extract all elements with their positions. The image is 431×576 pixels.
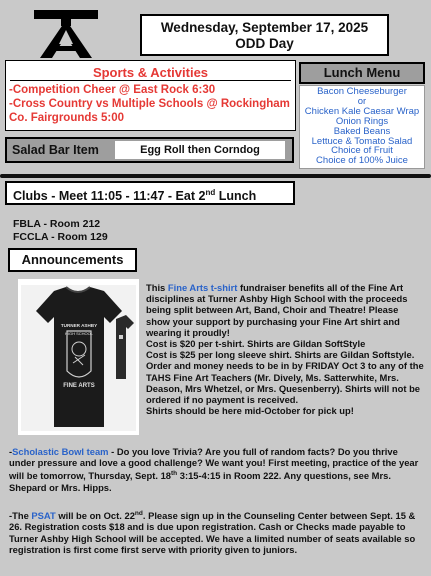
scholastic-bowl-announcement: [9, 446, 425, 493]
salad-bar-value: Egg Roll then Corndog: [115, 141, 285, 159]
psat-body: will be on Oct. 22: [55, 510, 135, 522]
lunch-item: Lettuce & Tomato Salad: [311, 135, 413, 147]
shirt-text: TURNER ASHBY: [60, 323, 98, 328]
lunch-menu-box: [299, 85, 425, 169]
psat-body2: . Please sign up in the Counseling Center between Sept. 15 & 26. Registration costs $18 and is due upon registration. Cash or Checks made payable to Turner Ashby High School will be accepted. We have a limited number of seats available so registration is first come first serve with priority given to juniors.: [9, 510, 416, 555]
sports-activities-box: [5, 60, 296, 131]
lunch-item: Onion Rings: [335, 115, 389, 127]
clubs-heading-text: Clubs - Meet 11:05 - 11:47 - Eat 2: [13, 189, 206, 204]
scholastic-body: - Do you love Trivia? Are you full of random facts? Do you thrive under pressure and love a good challenge? We want you! First meeting, practice of the year will be tomorrow, Thursday, Sept. 18: [9, 446, 419, 482]
day-type: ODD Day: [235, 36, 294, 51]
psat-announcement: [9, 508, 425, 555]
shirt-text: HIGH SCHOOL: [64, 331, 94, 336]
clubs-list: [13, 218, 108, 243]
clubs-heading: [5, 181, 295, 205]
section-divider: [0, 174, 431, 178]
lunch-item: Baked Beans: [333, 125, 391, 137]
shirt-text: FINE ARTS: [63, 383, 95, 389]
announcements-heading: Announcements: [8, 248, 137, 272]
clubs-heading-sup: nd: [205, 188, 216, 197]
clubs-heading-tail: Lunch: [215, 189, 257, 204]
lunch-item: Chicken Kale Caesar Wrap: [304, 105, 420, 117]
sports-item: -Competition Cheer @ East Rock 6:30: [9, 84, 216, 96]
salad-bar-box: [5, 137, 294, 163]
school-logo: [30, 8, 102, 60]
club-item: FBLA - Room 212: [13, 218, 101, 230]
sports-title: Sports & Activities: [92, 65, 209, 80]
fine-arts-body: fundraiser benefits all of the Fine Art disciplines at Turner Ashby High School with the proceeds being split between Art, Band, Choir and Theatre! Please show your support by purchasing your Fine Art shirt and wearing it proudly!: [146, 282, 408, 338]
lunch-item: or: [357, 95, 367, 107]
lunch-item: Bacon Cheeseburger: [317, 86, 407, 97]
date-header: [140, 14, 389, 56]
fine-arts-shirt-photo: [18, 279, 139, 435]
lunch-item: Choice of 100% Juice: [316, 155, 408, 167]
fine-arts-order: Order and money needs to be in by FRIDAY Oct 3 to any of the TAHS Fine Art Teachers (Mr. Dively, Ms. Satterwhite, Mrs. Deason, Mrs Whetzel, or Mrs. Quesenberry). Shirts will not be ordered if no payment is received.: [146, 360, 424, 406]
psat-prefix: -The: [9, 510, 32, 522]
scholastic-highlight: Scholastic Bowl team: [12, 446, 109, 457]
fine-arts-highlight: Fine Arts t-shirt: [167, 282, 238, 293]
club-item: FCCLA - Room 129: [13, 230, 108, 243]
lunch-menu-heading: Lunch Menu: [299, 62, 425, 84]
date-text: Wednesday, September 17, 2025: [160, 20, 369, 35]
psat-highlight: PSAT: [31, 510, 56, 522]
fine-arts-cost-longsleeve: Cost is $25 per long sleeve shirt. Shirts are Gildan Softstyle.: [146, 349, 415, 361]
salad-bar-label: Salad Bar Item: [12, 143, 99, 157]
sports-item: Co. Fairgrounds 5:00: [9, 112, 125, 124]
sports-item: -Cross Country vs Multiple Schools @ Rockingham: [9, 98, 290, 110]
fine-arts-pickup: Shirts should be here mid-October for pick up!: [146, 405, 354, 417]
lunch-item: Choice of Fruit: [331, 145, 393, 157]
psat-sup: nd: [134, 510, 143, 517]
fine-arts-announcement: [146, 282, 424, 416]
scholastic-prefix: -: [9, 446, 13, 457]
fine-arts-cost-tshirt: Cost is $20 per t-shirt. Shirts are Gildan SoftStyle: [146, 338, 366, 350]
fine-arts-intro: This: [146, 282, 168, 293]
scholastic-sup: th: [171, 470, 178, 478]
sports-divider: [10, 80, 291, 81]
scholastic-body2: 3:15-4:15 in Room 222. Any questions, see Mrs. Shepard or Mrs. Hipps.: [9, 470, 391, 493]
